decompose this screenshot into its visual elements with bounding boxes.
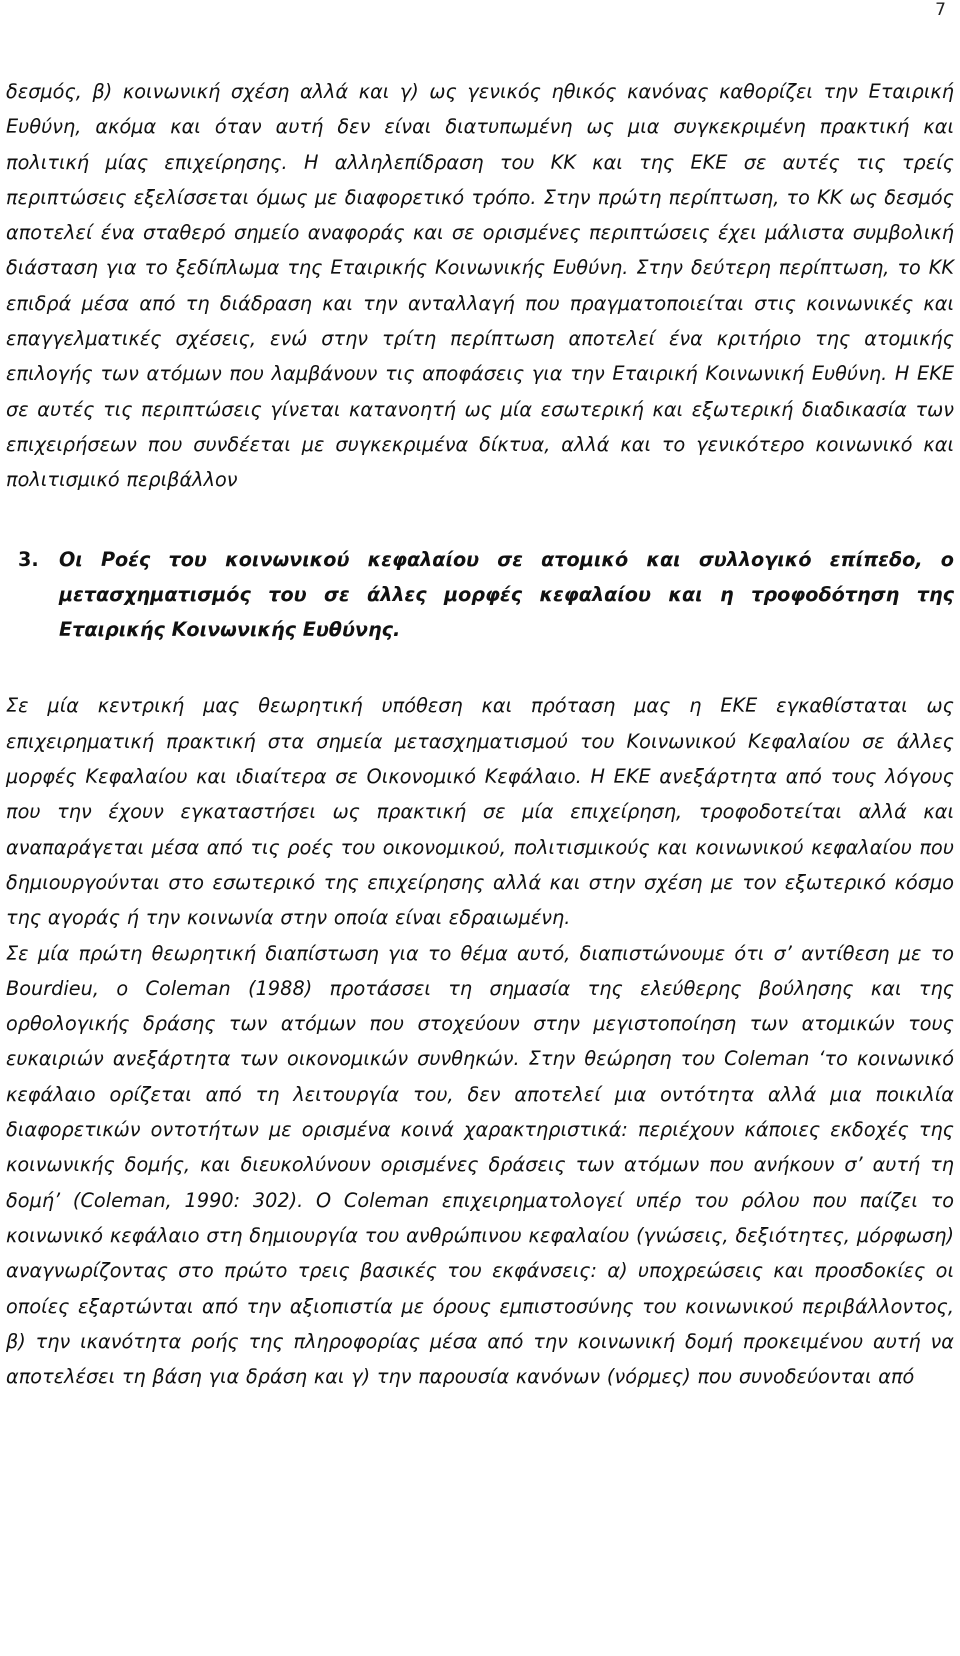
section-heading (6, 542, 954, 648)
paragraph-coleman: Σε μία πρώτη θεωρητική διαπίστωση για το θέμα αυτό, διαπιστώνουμε ότι σ’ αντίθεση με το Bourdieu, ο Coleman (1988) προτάσσει τη σημασία της ελεύθερης βούλησης και της ορθολογικής δράσης των ατόμων που στοχεύουν στην μεγιστοποίηση των ατομικών τους ευκαιριών ανεξάρτητα των οικονομικών συνθηκών. Στην θεώρηση του Coleman ‘το κοινωνικό κεφάλαιο ορίζεται από τη λειτουργία του, δεν αποτελεί μια οντότητα αλλά μια ποικιλία διαφορετικών οντοτήτων με ορισμένα κοινά χαρακτηριστικά: περιέχουν κάποιες εκδοχές της κοινωνικής δομής, και διευκολύνουν ορισμένες δράσεις των ατόμων που ανήκουν σ’ αυτή τη δομή’ (Coleman, 1990: 302). Ο Coleman επιχειρηματολογεί υπέρ του ρόλου που παίζει το κοινωνικό κεφάλαιο στη δημιουργία του ανθρώπινου κεφαλαίου (γνώσεις, δεξιότητες, μόρφωση) αναγνωρίζοντας στο πρώτο τρεις βασικές του εκφάνσεις: α) υποχρεώσεις και προσδοκίες οι οποίες εξαρτώνται από την αξιοπιστία με όρους εμπιστοσύνης του κοινωνικού περιβάλλοντος, β) την ικανότητα ροής της πληροφορίας μέσα από την κοινωνική δομή προκειμένου αυτή να αποτελέσει τη βάση για δράση και γ) την παρουσία κανόνων (νόρμες) που συνοδεύονται από (6, 941, 954, 1389)
page-number: 7 (935, 0, 946, 20)
section-heading-text: Οι Ροές του κοινωνικού κεφαλαίου σε ατομικό και συλλογικό επίπεδο, ο μετασχηματισμός του σε άλλες μορφές κεφαλαίου και η τροφοδότηση της Εταιρικής Κοινωνικής Ευθύνης. (59, 547, 954, 642)
paragraph-section-3: Σε μία κεντρική μας θεωρητική υπόθεση και πρόταση μας η ΕΚΕ εγκαθίσταται ως επιχειρηματική πρακτική στα σημεία μετασχηματισμού του Κοινωνικού Κεφαλαίου σε άλλες μορφές Κεφαλαίου και ιδιαίτερα σε Οικονομικό Κεφάλαιο. Η ΕΚΕ ανεξάρτητα από τους λόγους που την έχουν εγκαταστήσει ως πρακτική σε μία επιχείρηση, τροφοδοτείται αλλά και αναπαράγεται μέσα από τις ροές του οικονομικού, πολιτισμικούς και κοινωνικού κεφαλαίου που δημιουργούνται στο εσωτερικό της επιχείρησης αλλά και στην σχέση με τον εξωτερικό κόσμο της αγοράς ή την κοινωνία στην οποία είναι εδραιωμένη. (6, 694, 954, 930)
section-heading-number: 3. (18, 547, 39, 571)
document-body (6, 74, 954, 1394)
paragraph-intro: δεσμός, β) κοινωνική σχέση αλλά και γ) ως γενικός ηθικός κανόνας καθορίζει την Εταιρική Ευθύνη, ακόμα και όταν αυτή δεν είναι διατυπωμένη ως μια συγκεκριμένη πρακτική και πολιτική μίας επιχείρησης. Η αλληλεπίδραση του ΚΚ και της ΕΚΕ σε αυτές τις τρείς περιπτώσεις εξελίσσεται όμως με διαφορετικό τρόπο. Στην πρώτη περίπτωση, το ΚΚ ως δεσμός αποτελεί ένα σταθερό σημείο αναφοράς και σε ορισμένες περιπτώσεις έχει μάλιστα συμβολική διάσταση για το ξεδίπλωμα της Εταιρικής Κοινωνικής Ευθύνη. Στην δεύτερη περίπτωση, το ΚΚ επιδρά μέσα από τη διάδραση και την ανταλλαγή που πραγματοποιείται στις κοινωνικές και επαγγελματικές σχέσεις, ενώ στην τρίτη περίπτωση αποτελεί ένα κριτήριο της ατομικής επιλογής των ατόμων που λαμβάνουν τις αποφάσεις για την Εταιρική Κοινωνική Ευθύνη. Η ΕΚΕ σε αυτές τις περιπτώσεις γίνεται κατανοητή ως μία εσωτερική και εξωτερική διαδικασία των επιχειρήσεων που συνδέεται με συγκεκριμένα δίκτυα, αλλά και το γενικότερο κοινωνικό και πολιτισμικό περιβάλλον (6, 80, 954, 492)
